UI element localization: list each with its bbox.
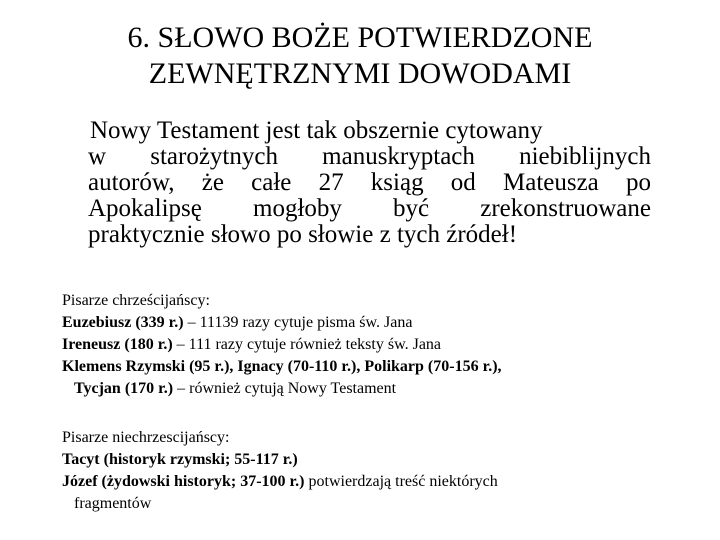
writer-note: – również cytują Nowy Testament [173,380,397,397]
intro-line-3: autorów, że całe 27 ksiąg od Mateusza po [88,169,651,196]
writer-name: Józef (żydowski historyk; 37-100 r.) [62,473,305,490]
intro-line-2: w starożytnych manuskryptach niebiblijnych [88,143,651,170]
list-item-continuation [62,378,662,400]
writer-name: Euzebiusz (339 r.) [62,314,184,331]
writer-name: Ireneusz (180 r.) [62,336,173,353]
list-item-continuation: fragmentów [74,495,152,512]
list-item-ireneusz [62,334,662,356]
writer-name: Tycjan (170 r.) [74,380,174,397]
slide-title-line-2: ZEWNĘTRZNYMI DOWODAMI [148,57,572,90]
writer-note: potwierdzają treść niektórych [304,473,498,490]
intro-line-4: Apokalipsę mogłoby być zrekonstruowane [88,195,651,222]
intro-line-1: Nowy Testament jest tak obszernie cytowany [90,117,543,144]
slide-title [0,20,720,92]
christian-writers-heading: Pisarze chrześcijańscy: [62,292,210,309]
writer-names: Klemens Rzymski (95 r.), Ignacy (70-110 r.), Polikarp (70-156 r.), [62,358,502,375]
slide-title-line-1: 6. SŁOWO BOŻE POTWIERDZONE [127,21,593,54]
list-item-jozef [62,471,662,515]
writer-note: – 11139 razy cytuje pisma św. Jana [183,314,413,331]
writer-name: Tacyt (historyk rzymski; 55-117 r.) [62,451,298,468]
list-item-euzebiusz [62,312,662,334]
nonchristian-writers-heading: Pisarze niechrzescijańscy: [62,429,230,446]
intro-line-5: praktycznie słowo po słowie z tych źródeł! [88,221,518,248]
list-item-klemens [62,356,662,400]
writer-note: – 111 razy cytuje również teksty św. Jana [172,336,442,353]
intro-paragraph [88,118,651,248]
list-item-tacyt [62,449,662,471]
nonchristian-writers-section [62,427,662,515]
christian-writers-section [62,290,662,400]
